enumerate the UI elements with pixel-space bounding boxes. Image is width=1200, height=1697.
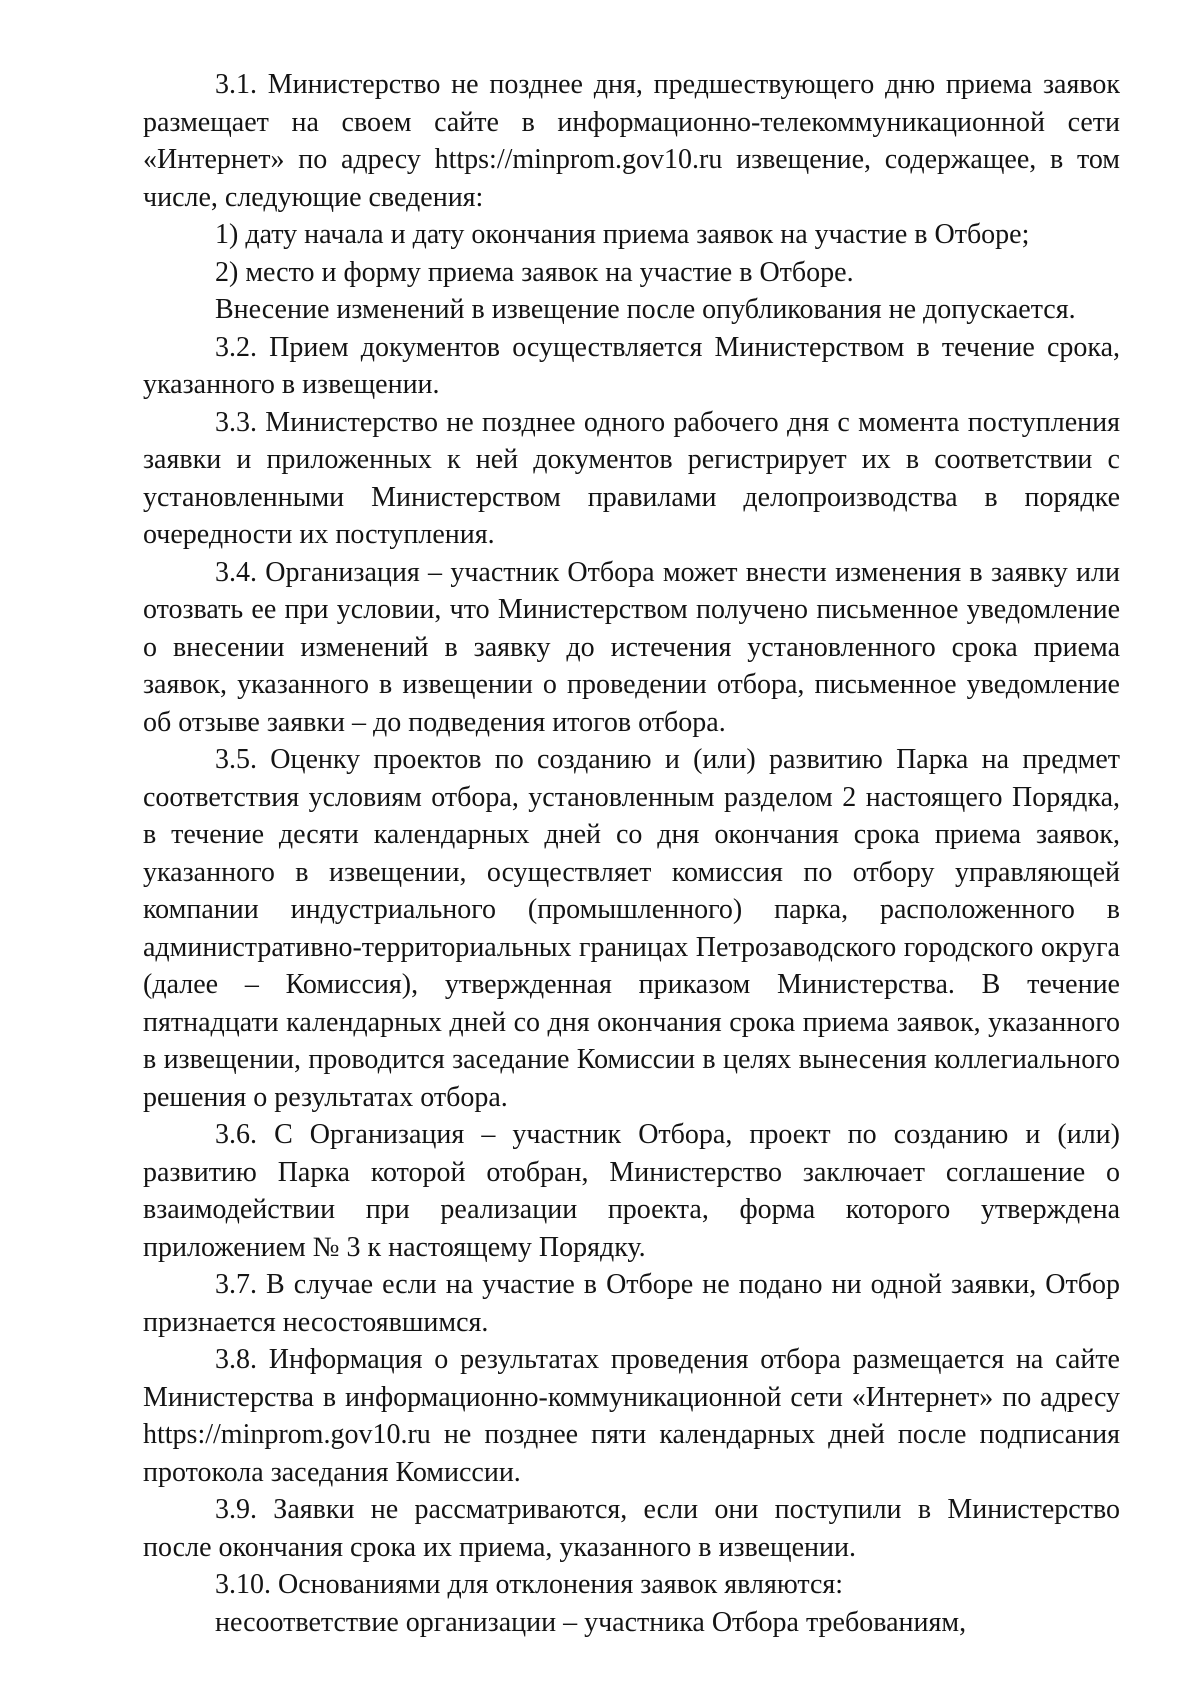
paragraph-3-2: 3.2. Прием документов осуществляется Министерством в течение срока, указанного в извещении. <box>143 331 1120 400</box>
paragraph-3-1: 3.1. Министерство не позднее дня, предшествующего дню приема заявок размещает на своем сайте в информационно-телекоммуникационной сети «Интернет» по адресу https://minprom.gov10.ru извещение, содержащее, в том числе, следующие сведения: <box>143 69 1120 213</box>
list-item-2: 2) место и форму приема заявок на участие в Отборе. <box>215 256 854 288</box>
paragraph-3-7: 3.7. В случае если на участие в Отборе не подано ни одной заявки, Отбор признается несостоявшимся. <box>143 1269 1120 1338</box>
document-page <box>143 66 1120 1641</box>
paragraph-amendments: Внесение изменений в извещение после опубликования не допускается. <box>215 294 1076 325</box>
paragraph-3-9: 3.9. Заявки не рассматриваются, если они поступили в Министерство после окончания срока их приема, указанного в извещении. <box>143 1494 1120 1563</box>
paragraph-3-6: 3.6. С Организация – участник Отбора, проект по созданию и (или) развитию Парка которой отобран, Министерство заключает соглашение о взаимодействии при реализации проекта, форма которого утверждена приложением № 3 к настоящему Порядку. <box>143 1119 1120 1263</box>
paragraph-3-5: 3.5. Оценку проектов по созданию и (или) развитию Парка на предмет соответствия условиям отбора, установленным разделом 2 настоящего Порядка, в течение десяти календарных дней со дня окончания срока приема заявок, указанного в извещении, осуществляет комиссия по отбору управляющей компании индустриального (промышленного) парка, расположенного в административно-территориальных границах Петрозаводского городского округа (далее – Комиссия), утвержденная приказом Министерства. В течение пятнадцати календарных дней со дня окончания срока приема заявок, указанного в извещении, проводится заседание Комиссии в целях вынесения коллегиального решения о результатах отбора. <box>143 744 1120 1113</box>
paragraph-3-3: 3.3. Министерство не позднее одного рабочего дня с момента поступления заявки и приложенных к ней документов регистрирует их в соответствии с установленными Министерством правилами делопроизводства в порядке очередности их поступления. <box>143 406 1120 550</box>
paragraph-3-10: 3.10. Основаниями для отклонения заявок являются: <box>215 1569 844 1600</box>
paragraph-3-8: 3.8. Информация о результатах проведения отбора размещается на сайте Министерства в информационно-коммуникационной сети «Интернет» по адресу https://minprom.gov10.ru не позднее пяти календарных дней после подписания протокола заседания Комиссии. <box>143 1344 1120 1488</box>
list-item-1: 1) дату начала и дату окончания приема заявок на участие в Отборе; <box>215 219 1030 250</box>
paragraph-3-4: 3.4. Организация – участник Отбора может внести изменения в заявку или отозвать ее при условии, что Министерством получено письменное уведомление о внесении изменений в заявку до истечения установленного срока приема заявок, указанного в извещении о проведении отбора, письменное уведомление об отзыве заявки – до подведения итогов отбора. <box>143 556 1120 738</box>
paragraph-continued: несоответствие организации – участника Отбора требованиям, <box>215 1606 967 1638</box>
